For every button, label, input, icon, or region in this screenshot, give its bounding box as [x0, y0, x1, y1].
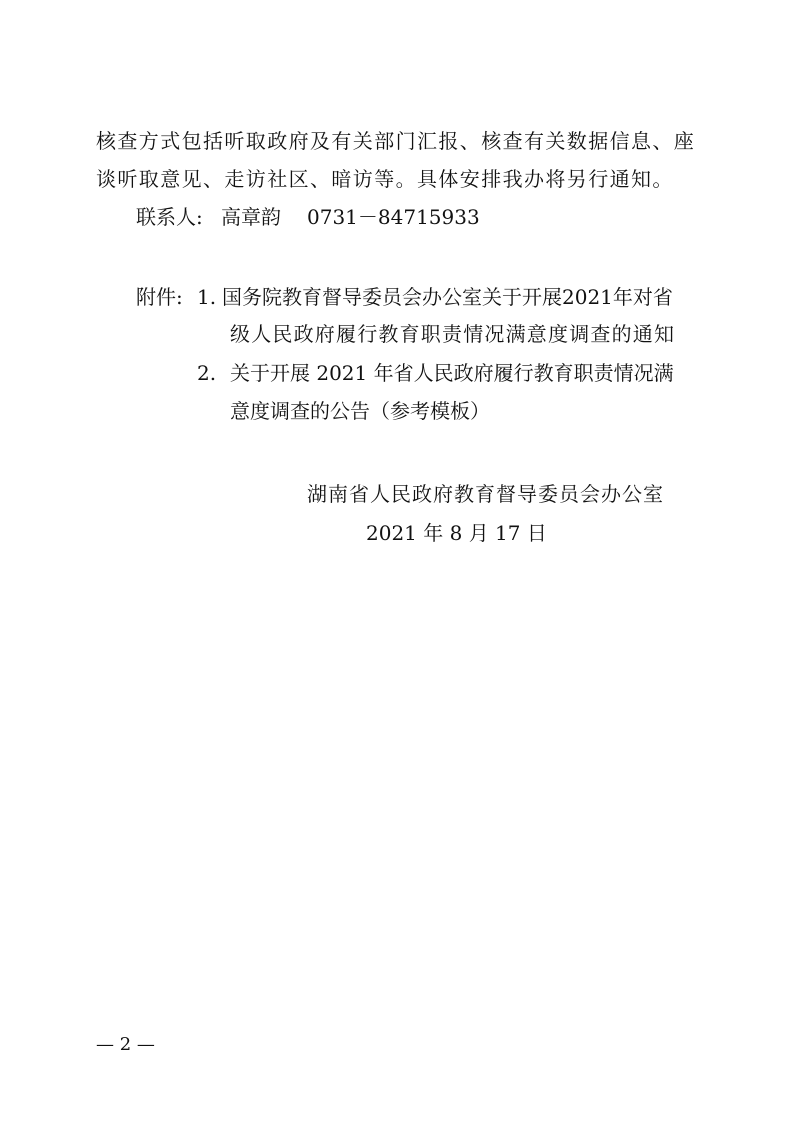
page-number: — 2 — — [96, 1034, 155, 1055]
attachment-2-number: 2. — [197, 361, 217, 385]
signature-date: 2021 年 8 月 17 日 — [366, 521, 547, 545]
attachment-2-title-line-1: 关于开展 2021 年省人民政府履行教育职责情况满 — [230, 361, 674, 385]
attachment-1-title-line-1: 国务院教育督导委员会办公室关于开展2021年对省 — [222, 285, 673, 309]
attachments-label: 附件: — [136, 285, 183, 309]
contact-label: 联系人: — [136, 205, 203, 229]
body-paragraph-line-2: 谈听取意见、走访社区、暗访等。具体安排我办将另行通知。 — [96, 167, 674, 191]
attachment-1-number: 1. — [197, 285, 217, 309]
body-paragraph-line-1: 核查方式包括听取政府及有关部门汇报、核查有关数据信息、座 — [96, 129, 696, 153]
signature-organization: 湖南省人民政府教育督导委员会办公室 — [307, 482, 664, 506]
contact-phone: 0731－84715933 — [307, 205, 480, 229]
attachment-1-title-line-2: 级人民政府履行教育职责情况满意度调查的通知 — [230, 322, 676, 346]
attachment-2-title-line-2: 意度调查的公告（参考模板） — [230, 399, 490, 423]
contact-name: 高章韵 — [221, 205, 281, 229]
